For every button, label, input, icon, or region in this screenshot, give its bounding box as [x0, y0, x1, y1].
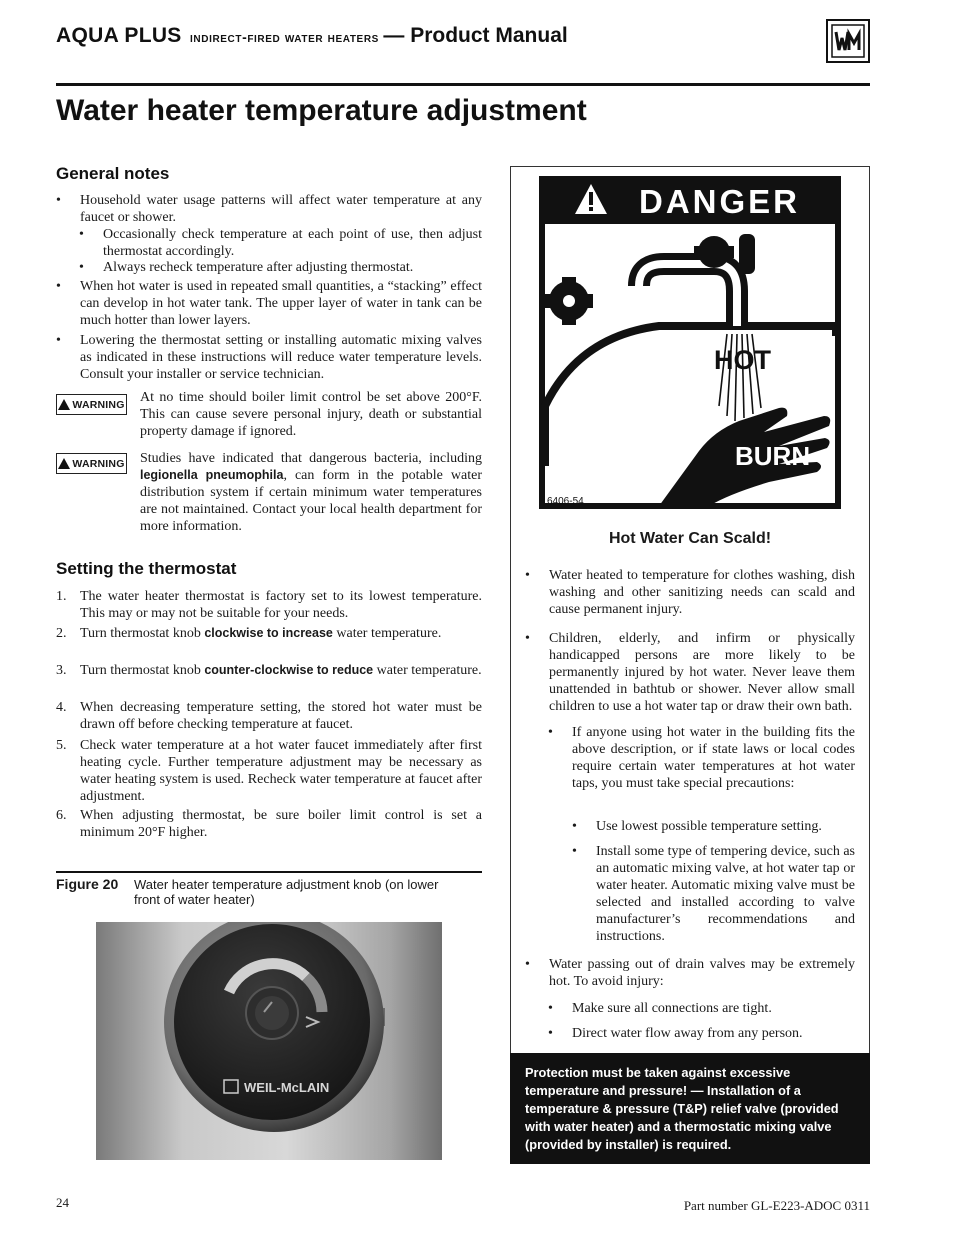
list-item: 3. Turn thermostat knob counter-clockwise to reduce water temperature.: [56, 663, 482, 678]
list-item: • Household water usage patterns will affect water temperature at any faucet or shower.: [56, 193, 482, 225]
header-suffix: — Product Manual: [383, 24, 568, 47]
list-item: • Water heated to temperature for clothes washing, dish washing and other sanitizing needs can scald and cause permanent injury.: [525, 568, 855, 617]
list-item: 4. When decreasing temperature setting, the stored hot water must be drawn off before checking temperature at faucet.: [56, 700, 482, 732]
list-item: • Lowering the thermostat setting or installing automatic mixing valves as indicated in these instructions will reduce water temperature levels. Consult your installer or service technician.: [56, 333, 482, 382]
running-header: [56, 24, 816, 56]
danger-word: DANGER: [639, 183, 801, 220]
list-item: • Occasionally check temperature at each point of use, then adjust thermostat accordingly.: [79, 227, 482, 259]
general-notes-heading: General notes: [56, 164, 170, 183]
list-item: • Water passing out of drain valves may be extremely hot. To avoid injury:: [525, 957, 855, 989]
burn-label: BURN: [735, 441, 811, 471]
list-item: • Make sure all connections are tight.: [548, 1001, 772, 1016]
figure-caption-text: Water heater temperature adjustment knob (on lower front of water heater): [134, 877, 439, 907]
hot-label: HOT: [714, 345, 771, 375]
protection-notice: Protection must be taken against excessive temperature and pressure! — Installation of a temperature & pressure (T&P) relief valve (provided with water heater) and a thermostatic mixing valve (provided by installer) is required.: [510, 1053, 870, 1164]
list-item: • If anyone using hot water in the building fits the above description, or if state laws or local codes require certain water temperatures at hot water taps, you must take special precautions:: [548, 725, 855, 791]
list-item: • Use lowest possible temperature setting.: [572, 819, 822, 834]
page-number: 24: [56, 1195, 69, 1210]
figure-caption: [56, 877, 454, 907]
list-item: 6. When adjusting thermostat, be sure boiler limit control is set a minimum 20°F higher.: [56, 808, 482, 840]
setting-thermostat-heading: Setting the thermostat: [56, 559, 237, 578]
list-item: 1. The water heater thermostat is factory set to its lowest temperature. This may or may not be suitable for your needs.: [56, 589, 482, 621]
list-item: • When hot water is used in repeated small quantities, a “stacking” effect can develop in hot water tank. The upper layer of water in tank can be much hotter than lower layers.: [56, 279, 482, 328]
thermostat-knob-photo: [96, 922, 442, 1160]
warning-label: WARNING: [56, 394, 127, 415]
list-item: • Direct water flow away from any person.: [548, 1026, 803, 1041]
list-item: 2. Turn thermostat knob clockwise to increase water temperature.: [56, 626, 442, 641]
weil-mclain-logo-icon: [826, 19, 870, 63]
brand-name: AQUA PLUS: [56, 24, 182, 47]
figure-label: Figure 20: [56, 876, 119, 892]
list-item: • Install some type of tempering device, such as an automatic mixing valve, at hot water tap or water heater. Automatic mixing valve must be selected and installed according to valve manufacturer’s recommendations and instructions.: [572, 844, 855, 944]
header-rule: [56, 83, 870, 86]
list-item: • Children, elderly, and infirm or physically handicapped persons are more likely to be permanently injured by hot water. Never leave them unattended in bathtub or shower. Never allow small children to use a hot water tap or draw their own bath.: [525, 631, 855, 714]
warning-triangle-icon: [58, 458, 70, 469]
warning-label: WARNING: [56, 453, 127, 474]
warning-text-boiler-limit: At no time should boiler limit control be set above 200°F. This can cause severe personal injury, death or substantial property damage if ignored.: [140, 390, 482, 439]
header-subtitle: indirect-fired water heaters: [190, 29, 379, 45]
hot-water-scald-heading: Hot Water Can Scald!: [608, 530, 772, 547]
figure-rule: [56, 871, 482, 873]
knob-brand-label: WEIL-McLAIN: [244, 1080, 330, 1095]
warning-text-bacteria: Studies have indicated that dangerous bacteria, including legionella pneumophila, can form in the potable water distribution system if certain minimum water temperatures are not maintained. Contact your local health department for more information.: [140, 451, 483, 534]
page-title: Water heater temperature adjustment: [56, 94, 587, 127]
list-item: 5. Check water temperature at a hot water faucet immediately after first heating cycle. Further temperature adjustment may be necessary as water heating system is used. Recheck water temperature at faucet after adjustment.: [56, 738, 482, 804]
part-number: Part number GL-E223-ADOC 0311: [683, 1198, 870, 1213]
warning-triangle-icon: [58, 399, 70, 410]
list-item: • Always recheck temperature after adjusting thermostat.: [79, 260, 414, 275]
danger-sign-image: [539, 176, 841, 509]
sign-code: 6406-54: [547, 496, 584, 507]
